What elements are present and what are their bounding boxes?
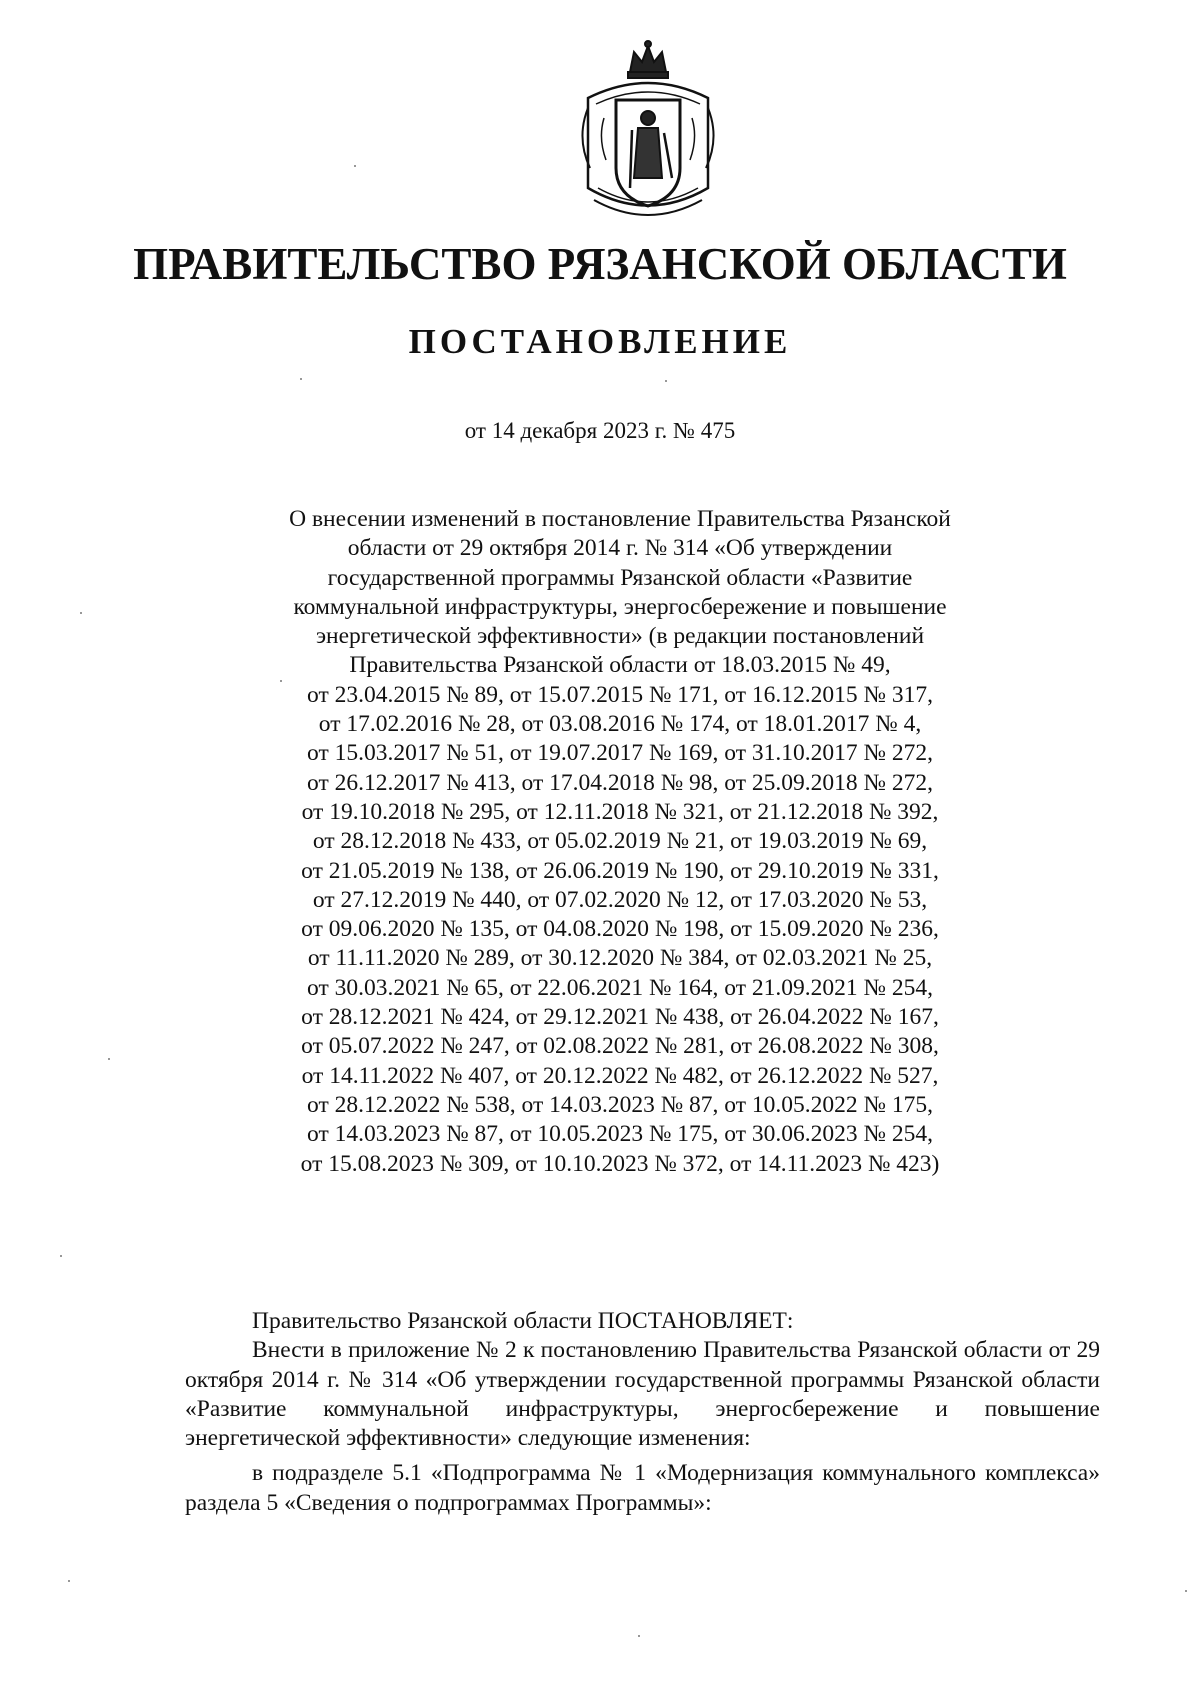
decree-body [185, 1307, 1100, 1518]
subject-line: от 19.10.2018 № 295, от 12.11.2018 № 321, от 21.12.2018 № 392, [301, 798, 939, 825]
subject-line: от 28.12.2018 № 433, от 05.02.2019 № 21, от 19.03.2019 № 69, [312, 828, 928, 855]
scan-speck [68, 1580, 70, 1582]
scan-speck [1185, 1590, 1187, 1592]
decree-intro: Правительство Рязанской области ПОСТАНОВЛЯЕТ: [252, 1308, 794, 1334]
subject-line: от 14.03.2023 № 87, от 10.05.2023 № 175, от 30.06.2023 № 254, [307, 1121, 933, 1148]
scan-speck [60, 1255, 62, 1257]
scan-speck [300, 378, 302, 380]
subject-line: от 21.05.2019 № 138, от 26.06.2019 № 190, от 29.10.2019 № 331, [301, 857, 939, 884]
body-paragraph: Внести в приложение № 2 к постановлению Правительства Рязанской области от 29 октября 2014 г. № 314 «Об утверждении государственной программы Рязанской области «Развитие коммунальной инфраструктуры, энергосбережение и повышение энергетической эффективности» следующие изменения: [185, 1337, 1100, 1452]
scan-speck [108, 1058, 110, 1060]
subject-line: от 28.12.2022 № 538, от 14.03.2023 № 87, от 10.05.2022 № 175, [307, 1091, 933, 1118]
subject-line: от 15.03.2017 № 51, от 19.07.2017 № 169, от 31.10.2017 № 272, [307, 740, 933, 767]
subject-line: от 28.12.2021 № 424, от 29.12.2021 № 438, от 26.04.2022 № 167, [301, 1004, 939, 1031]
scan-speck [354, 165, 356, 167]
body-paragraph: в подразделе 5.1 «Подпрограмма № 1 «Модернизация коммунального комплекса» раздела 5 «Сведения о подпрограммах Программы»: [185, 1460, 1100, 1516]
subject-line: от 30.03.2021 № 65, от 22.06.2021 № 164, от 21.09.2021 № 254, [307, 974, 933, 1001]
scan-speck [80, 612, 82, 614]
subject-line: энергетической эффективности» (в редакции постановлений [315, 623, 925, 650]
subject-line: Правительства Рязанской области от 18.03.2015 № 49, [349, 652, 891, 679]
subject-line: от 05.07.2022 № 247, от 02.08.2022 № 281, от 26.08.2022 № 308, [301, 1033, 939, 1060]
scan-speck [280, 680, 282, 682]
ryazan-coat-of-arms-emblem [568, 38, 728, 228]
subject-line: от 23.04.2015 № 89, от 15.07.2015 № 171, от 16.12.2015 № 317, [307, 681, 933, 708]
scan-speck [638, 1635, 640, 1637]
subject-line: от 09.06.2020 № 135, от 04.08.2020 № 198, от 15.09.2020 № 236, [301, 916, 939, 943]
document-type-heading: ПОСТАНОВЛЕНИЕ [408, 322, 792, 361]
scan-speck [665, 380, 667, 382]
document-subject [220, 505, 1020, 1179]
subject-line: коммунальной инфраструктуры, энергосбережение и повышение [293, 593, 947, 620]
subject-line: от 26.12.2017 № 413, от 17.04.2018 № 98, от 25.09.2018 № 272, [307, 769, 933, 796]
subject-line: от 15.08.2023 № 309, от 10.10.2023 № 372, от 14.11.2023 № 423) [300, 1150, 940, 1177]
subject-line: государственной программы Рязанской области «Развитие [327, 564, 913, 591]
subject-line: от 14.11.2022 № 407, от 20.12.2022 № 482, от 26.12.2022 № 527, [301, 1062, 939, 1089]
subject-line: от 17.02.2016 № 28, от 03.08.2016 № 174, от 18.01.2017 № 4, [318, 711, 922, 738]
subject-line: О внесении изменений в постановление Правительства Рязанской [289, 506, 951, 532]
subject-line: от 11.11.2020 № 289, от 30.12.2020 № 384, от 02.03.2021 № 25, [307, 945, 933, 972]
subject-line: области от 29 октября 2014 г. № 314 «Об утверждении [347, 535, 893, 562]
document-date-number: от 14 декабря 2023 г. № 475 [464, 418, 736, 443]
government-title: ПРАВИТЕЛЬСТВО РЯЗАНСКОЙ ОБЛАСТИ [133, 239, 1067, 289]
subject-line: от 27.12.2019 № 440, от 07.02.2020 № 12, от 17.03.2020 № 53, [312, 886, 928, 913]
